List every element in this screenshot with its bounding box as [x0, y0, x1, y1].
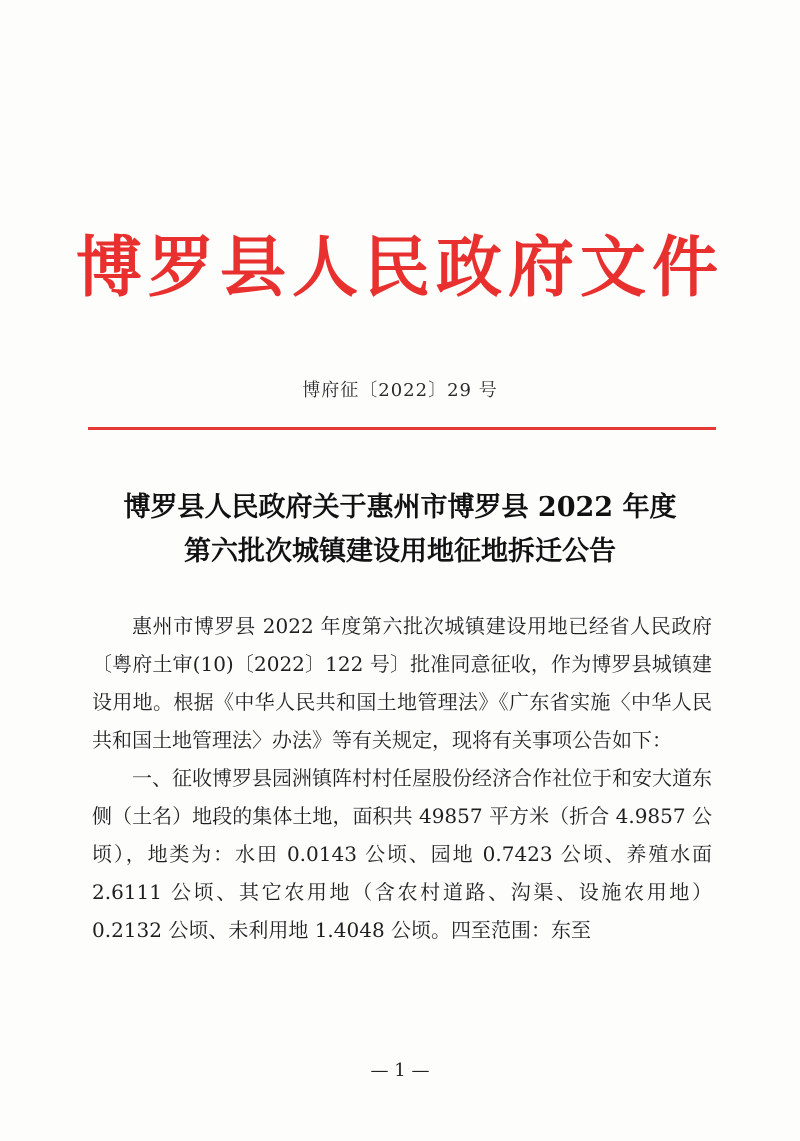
- body-paragraph-1: 惠州市博罗县 2022 年度第六批次城镇建设用地已经省人民政府〔粤府土审(10)〔2022〕122 号〕批准同意征收，作为博罗县城镇建设用地。根据《中华人民共和国土地管理法》《广东省实施〈中华人民共和国土地管理法〉办法》等有关规定，现将有关事项公告如下：: [92, 614, 712, 752]
- red-divider-line: [88, 427, 716, 430]
- document-masthead: 博罗县人民政府文件: [76, 228, 724, 306]
- body-paragraph-2: 一、征收博罗县园洲镇阵村村任屋股份经济合作社位于和安大道东侧（土名）地段的集体土地，面积共 49857 平方米（折合 4.9857 公顷），地类为：水田 0.0143 公顷、园地 0.7423 公顷、养殖水面 2.6111 公顷、其它农用地（含农村道路、沟渠、设施农用地）0.2132 公顷、未利用地 1.4048 公顷。四至范围：东至: [92, 766, 712, 942]
- page-number: — 1 —: [370, 1060, 430, 1081]
- document-body: [92, 607, 712, 949]
- document-title-line-2: 第六批次城镇建设用地征地拆迁公告: [184, 536, 616, 567]
- document-title: [80, 486, 720, 574]
- document-title-line-1: 博罗县人民政府关于惠州市博罗县 2022 年度: [123, 492, 677, 523]
- document-number: 博府征〔2022〕29 号: [302, 380, 498, 401]
